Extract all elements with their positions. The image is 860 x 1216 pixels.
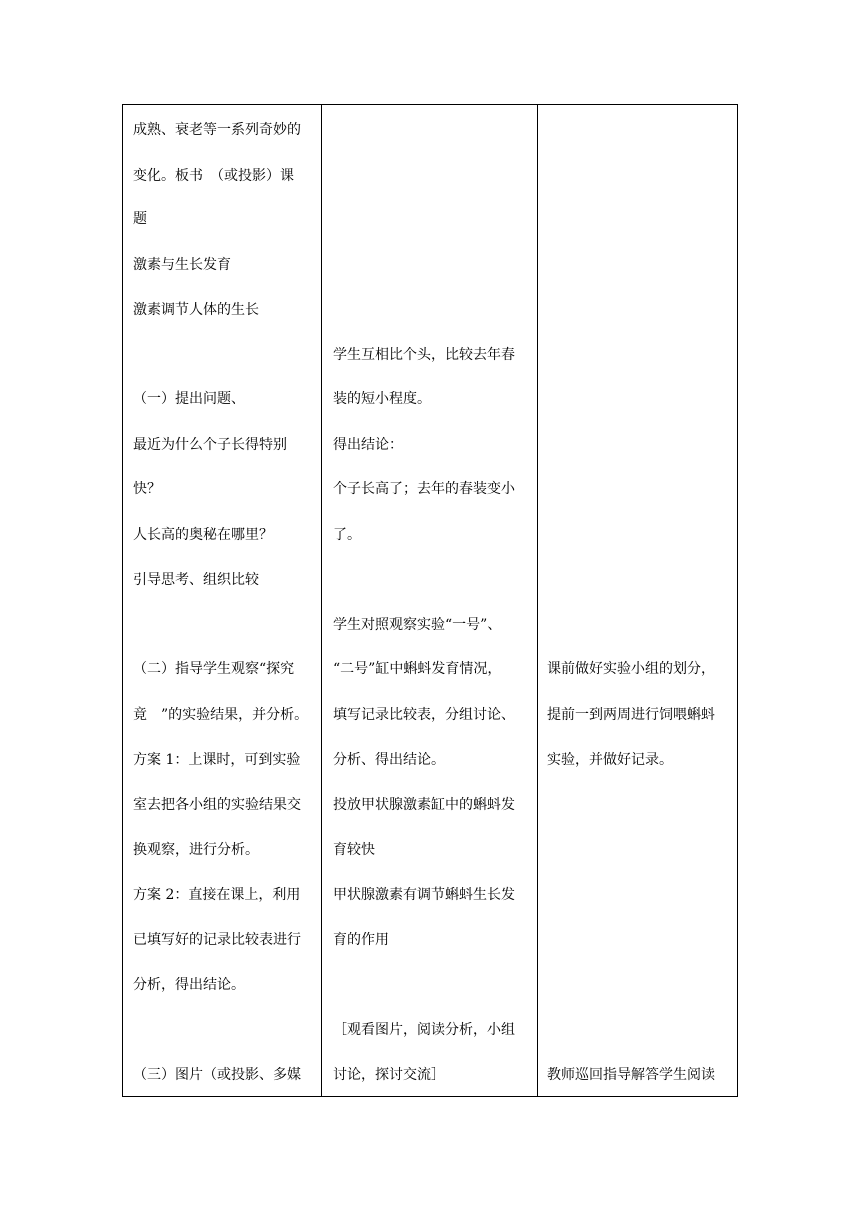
text-line: 激素与生长发育 <box>133 257 231 273</box>
text-line: 题 <box>133 211 147 227</box>
text-line: 换观察，进行分析。 <box>133 842 259 858</box>
text-line: 方案 1：上课时，可到实验 <box>133 752 301 768</box>
text-line: 引导思考、组织比较 <box>133 572 259 588</box>
text-line: 成熟、衰老等一系列奇妙的 <box>133 122 301 138</box>
text-line: 已填写好的记录比较表进行 <box>133 932 301 948</box>
column-divider <box>321 105 322 1096</box>
text-line: 最近为什么个子长得特别 <box>133 437 287 453</box>
text-line: 了。 <box>333 527 361 543</box>
text-line: 学生对照观察实验“一号”、 <box>333 617 502 633</box>
column-divider <box>537 105 538 1096</box>
text-line: 个子长高了；去年的春装变小 <box>333 481 515 497</box>
text-line: 激素调节人体的生长 <box>133 302 259 318</box>
text-line: （三）图片（或投影、多媒 <box>133 1067 301 1083</box>
text-line: 得出结论： <box>333 437 403 453</box>
text-line: 填写记录比较表，分组讨论、 <box>333 707 515 723</box>
text-line: 实验，并做好记录。 <box>547 752 673 768</box>
text-line: 竟 ”的实验结果，并分析。 <box>133 707 309 723</box>
text-line: （一）提出问题、 <box>133 391 245 407</box>
text-line: 投放甲状腺激素缸中的蝌蚪发 <box>333 797 515 813</box>
text-line: 学生互相比个头，比较去年春 <box>333 347 515 363</box>
text-line: （二）指导学生观察“探究 <box>133 661 295 677</box>
text-line: 育的作用 <box>333 932 389 948</box>
lesson-table <box>122 104 738 1097</box>
text-line: 提前一到两周进行饲喂蝌蚪 <box>547 707 715 723</box>
text-line: 变化。板书 （或投影）课 <box>133 168 294 184</box>
text-line: 教师巡回指导解答学生阅读 <box>547 1067 715 1083</box>
text-line: ［观看图片，阅读分析，小组 <box>333 1022 515 1038</box>
text-line: “二号”缸中蝌蚪发育情况， <box>333 661 502 677</box>
text-line: 方案 2：直接在课上，利用 <box>133 887 301 903</box>
text-line: 课前做好实验小组的划分， <box>547 661 715 677</box>
text-line: 育较快 <box>333 842 375 858</box>
text-line: 装的短小程度。 <box>333 391 431 407</box>
text-line: 甲状腺激素有调节蝌蚪生长发 <box>333 887 515 903</box>
text-line: 分析，得出结论。 <box>133 977 245 993</box>
text-line: 人长高的奥秘在哪里？ <box>133 527 273 543</box>
text-line: 分析、得出结论。 <box>333 752 445 768</box>
text-line: 室去把各小组的实验结果交 <box>133 797 301 813</box>
text-line: 讨论，探讨交流］ <box>333 1067 445 1083</box>
text-line: 快？ <box>133 481 161 497</box>
